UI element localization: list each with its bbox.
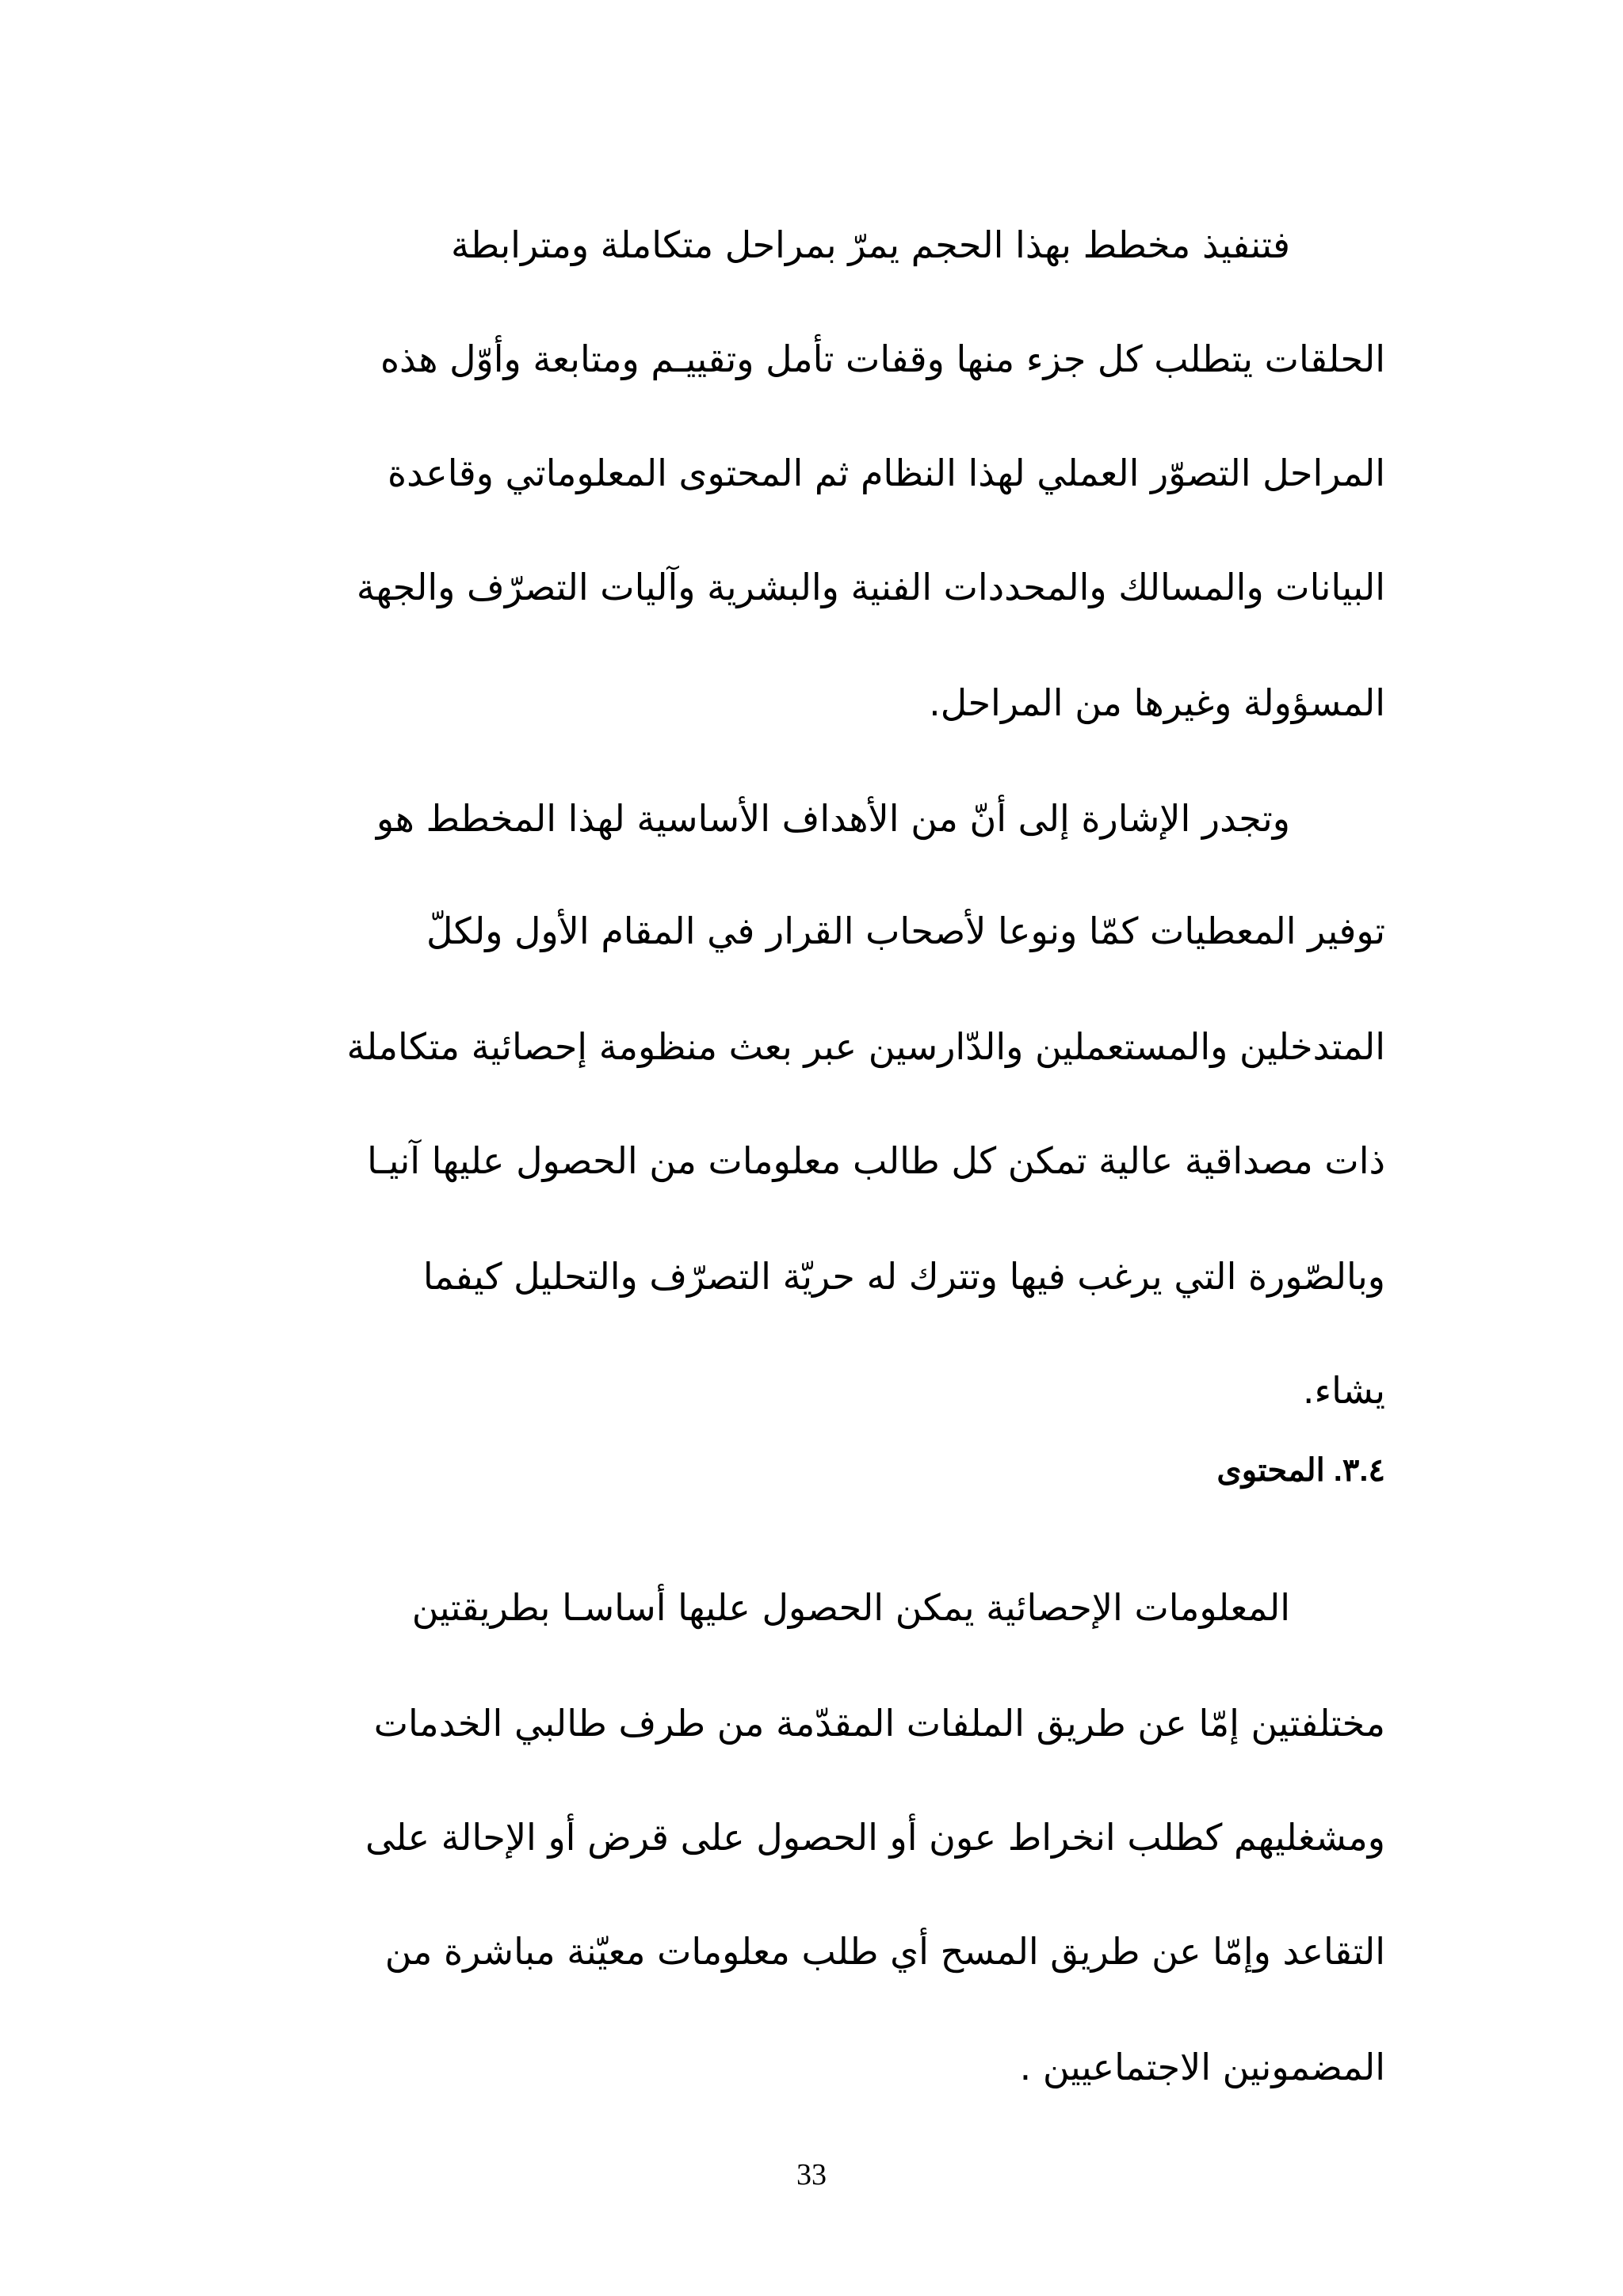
paragraph-1-line-4: البيانات والمسالك والمحددات الفنية والبشرية وآليات التصرّف والجهة: [356, 566, 1385, 608]
paragraph-1-line-2: الحلقات يتطلب كل جزء منها وقفات تأمل وتقييـم ومتابعة وأوّل هذه: [380, 338, 1385, 380]
paragraph-3-line-2: مختلفتين إمّا عن طريق الملفات المقدّمة من طرف طالبي الخدمات: [373, 1702, 1385, 1745]
paragraph-2-line-5: وبالصّورة التي يرغب فيها وتترك له حريّة التصرّف والتحليل كيفما: [422, 1255, 1385, 1298]
page-number: 33: [796, 2158, 827, 2191]
paragraph-1-line-1: فتنفيذ مخطط بهذا الحجم يمرّ بمراحل متكاملة ومترابطة: [450, 223, 1290, 266]
paragraph-2-line-6: يشاء.: [1302, 1369, 1385, 1412]
section-heading: ٣.٤. المحتوى: [1216, 1453, 1385, 1488]
paragraph-3-line-4: التقاعد وإمّا عن طريق المسح أي طلب معلومات معيّنة مباشرة من: [384, 1930, 1385, 1973]
paragraph-1-line-5: المسؤولة وغيرها من المراحل.: [929, 681, 1385, 724]
paragraph-2-line-4: ذات مصداقية عالية تمكن كل طالب معلومات من الحصول عليها آنيـا: [367, 1139, 1385, 1182]
paragraph-1-line-3: المراحل التصوّر العملي لهذا النظام ثم المحتوى المعلوماتي وقاعدة: [388, 452, 1385, 494]
paragraph-2-line-2: توفير المعطيات كمّا ونوعا لأصحاب القرار في المقام الأول ولكلّ: [426, 910, 1385, 952]
paragraph-3-line-1: المعلومات الإحصائية يمكن الحصول عليها أساسـا بطريقتين: [411, 1586, 1290, 1629]
paragraph-3-line-3: ومشغليهم كطلب انخراط عون أو الحصول على قرض أو الإحالة على: [365, 1816, 1385, 1859]
paragraph-3-line-5: المضمونين الاجتماعيين .: [1019, 2046, 1385, 2088]
paragraph-2-line-1: وتجدر الإشارة إلى أنّ من الأهداف الأساسية لهذا المخطط هو: [376, 797, 1290, 840]
paragraph-2-line-3: المتدخلين والمستعملين والدّارسين عبر بعث منظومة إحصائية متكاملة: [346, 1025, 1385, 1068]
